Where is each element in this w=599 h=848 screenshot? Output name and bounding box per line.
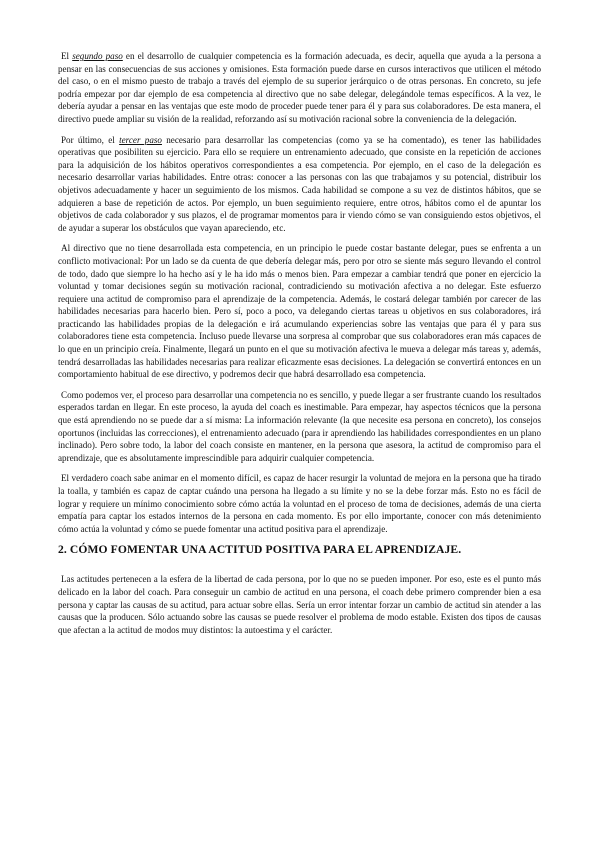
paragraph-text: El verdadero coach sabe animar en el momento difícil, es capaz de hacer resurgir la voluntad de mejora en la persona que ha tirado la toalla, y también es capaz de captar cuándo una persona ha llegado a su límite y no se la debe forzar más. Esto no es fácil de lograr y requiere un mínimo conocimiento sobre cómo actúa la voluntad en el proceso de toma de decisiones, además de una cierta empatía para captar los estados internos de la persona en cada momento. Es por ello importante, conocer con más detenimiento cómo actúa la voluntad y cómo se puede fomentar una actitud positiva para el aprendizaje. [58,473,541,534]
emphasis-term: tercer paso [119,134,162,145]
paragraph-text: Como podemos ver, el proceso para desarrollar una competencia no es sencillo, y puede llegar a ser frustrante cuando los resultados esperados tardan en llegar. En este proceso, la ayuda del coach es inestimable. Para empezar, hay aspectos técnicos que la persona que está aprendiendo no se puede dar a sí misma: La información relevante (la que necesite esa persona en concreto), los consejos oportunos (incluidas las correcciones), el entrenamiento adecuado (para ir aprendiendo las habilidades correspondientes en un plano inclinado). Pero sobre todo, la labor del coach consiste en mantener, en la persona que asesora, la actitud de compromiso para el aprendizaje, que es absolutamente imprescindible para adquirir cualquier competencia. [58,389,541,463]
paragraph-delegation-conflict [58,242,541,381]
paragraph-second-step [58,50,541,126]
paragraph-third-step [58,134,541,235]
emphasis-term: segundo paso [72,51,123,61]
paragraph-attitudes: Las actitudes pertenecen a la esfera de la libertad de cada persona, por lo que no se pueden imponer. Por eso, este es el punto más delicado en la labor del coach. Para conseguir un cambio de actitud en una persona, el coach debe primero comprender bien a esa persona y captar las causas de su actitud, para actuar sobre ellas. Sería un error intentar forzar un cambio de actitud sin atender a las causas que la producen. Sólo actuando sobre las causas se puede resolver el problema de modo estable. Existen dos tipos de causas que afectan a la actitud de modos muy distintos: la autoestima y el carácter. [58,574,541,635]
paragraph-coach-help [58,389,541,465]
paragraph-text: El [61,51,73,61]
paragraph-text: Al directivo que no tiene desarrollada esta competencia, en un principio le puede costar bastante delegar, pues se enfrenta a un conflicto motivacional: Por un lado se da cuenta de que debería delegar más, pero por otro se siente más seguro llevando el control de todo, dado que siempre lo ha hecho así y le ha ido más o menos bien. Para empezar a cambiar tendrá que poner en ejercicio la voluntad y tomar decisiones según su motivación racional, contradiciendo su motivación afectiva a no delegar. Este esfuerzo requiere una actitud de compromiso para el aprendizaje de la competencia. Además, le costará delegar también por carecer de las habilidades necesarias para hacerlo bien. Pero sí, poco a poco, va delegando ciertas tareas u objetivos en sus colaboradores, irá practicando las habilidades propias de la delegación e irá acumulando experiencias sobre las ventajas que para él y para sus colaboradores tiene esta competencia. Incluso puede llevarse una sorpresa al comprobar que sus colaboradores eran más capaces de lo que en un principio creía. Finalmente, llegará un punto en el que su motivación afectiva le mueva a delegar más tareas y, además, tendrá desarrolladas las habilidades necesarias para realizar eficazmente esas decisiones. La delegación se convertirá entonces en un comportamiento habitual de ese directivo, y podremos decir que habrá desarrollado esa competencia. [58,243,541,380]
paragraph-text: en el desarrollo de cualquier competencia es la formación adecuada, es decir, aquella que ayuda a la persona a pensar en las consecuencias de sus acciones y omisiones. Esta formación puede darse en cursos interactivos que utilicen el método del caso, o en el mismo puesto de trabajo a través del ejemplo de su superior jerárquico o de otras personas. En concreto, su jefe podría empezar por dar ejemplo de esa competencia al directivo que no sabe delegar, delegándole temas específicos. A la vez, le debería ayudar a pensar en las ventajas que este modo de proceder puede tener para él y para sus colaboradores. De esta manera, el directivo puede ampliar su visión de la realidad, reforzando así su motivación racional sobre la conveniencia de la delegación. [58,51,542,124]
section-heading: 2. CÓMO FOMENTAR UNA ACTITUD POSITIVA PARA EL APRENDIZAJE. [58,543,462,557]
paragraph-text: Por último, el [61,134,120,145]
paragraph-text: necesario para desarrollar las competencias (como ya se ha comentado), es tener las habilidades operativas que posibiliten su ejercicio. Para ello se requiere un entrenamiento adecuado, que consiste en la repetición de acciones para la adquisición de los hábitos operativos correspondientes a esa competencia. Por ejemplo, en el caso de la delegación es necesario desarrollar varias habilidades. Entre otras: conocer a las personas con las que trabajamos y su potencial, distribuir los objetivos adecuadamente y hacer un seguimiento de los mismos. Cada habilidad se compone a su vez de distintos hábitos, que se adquieren a base de repetición de actos. Por ejemplo, un buen seguimiento requiere, entre otros, hábitos como el de apuntar los objetivos de cada colaborador y sus plazos, el de programar momentos para ir viendo cómo se van consiguiendo estos objetivos, el de ayudar a superar los obstáculos que vayan apareciendo, etc. [58,134,541,233]
paragraph-true-coach [58,472,541,535]
